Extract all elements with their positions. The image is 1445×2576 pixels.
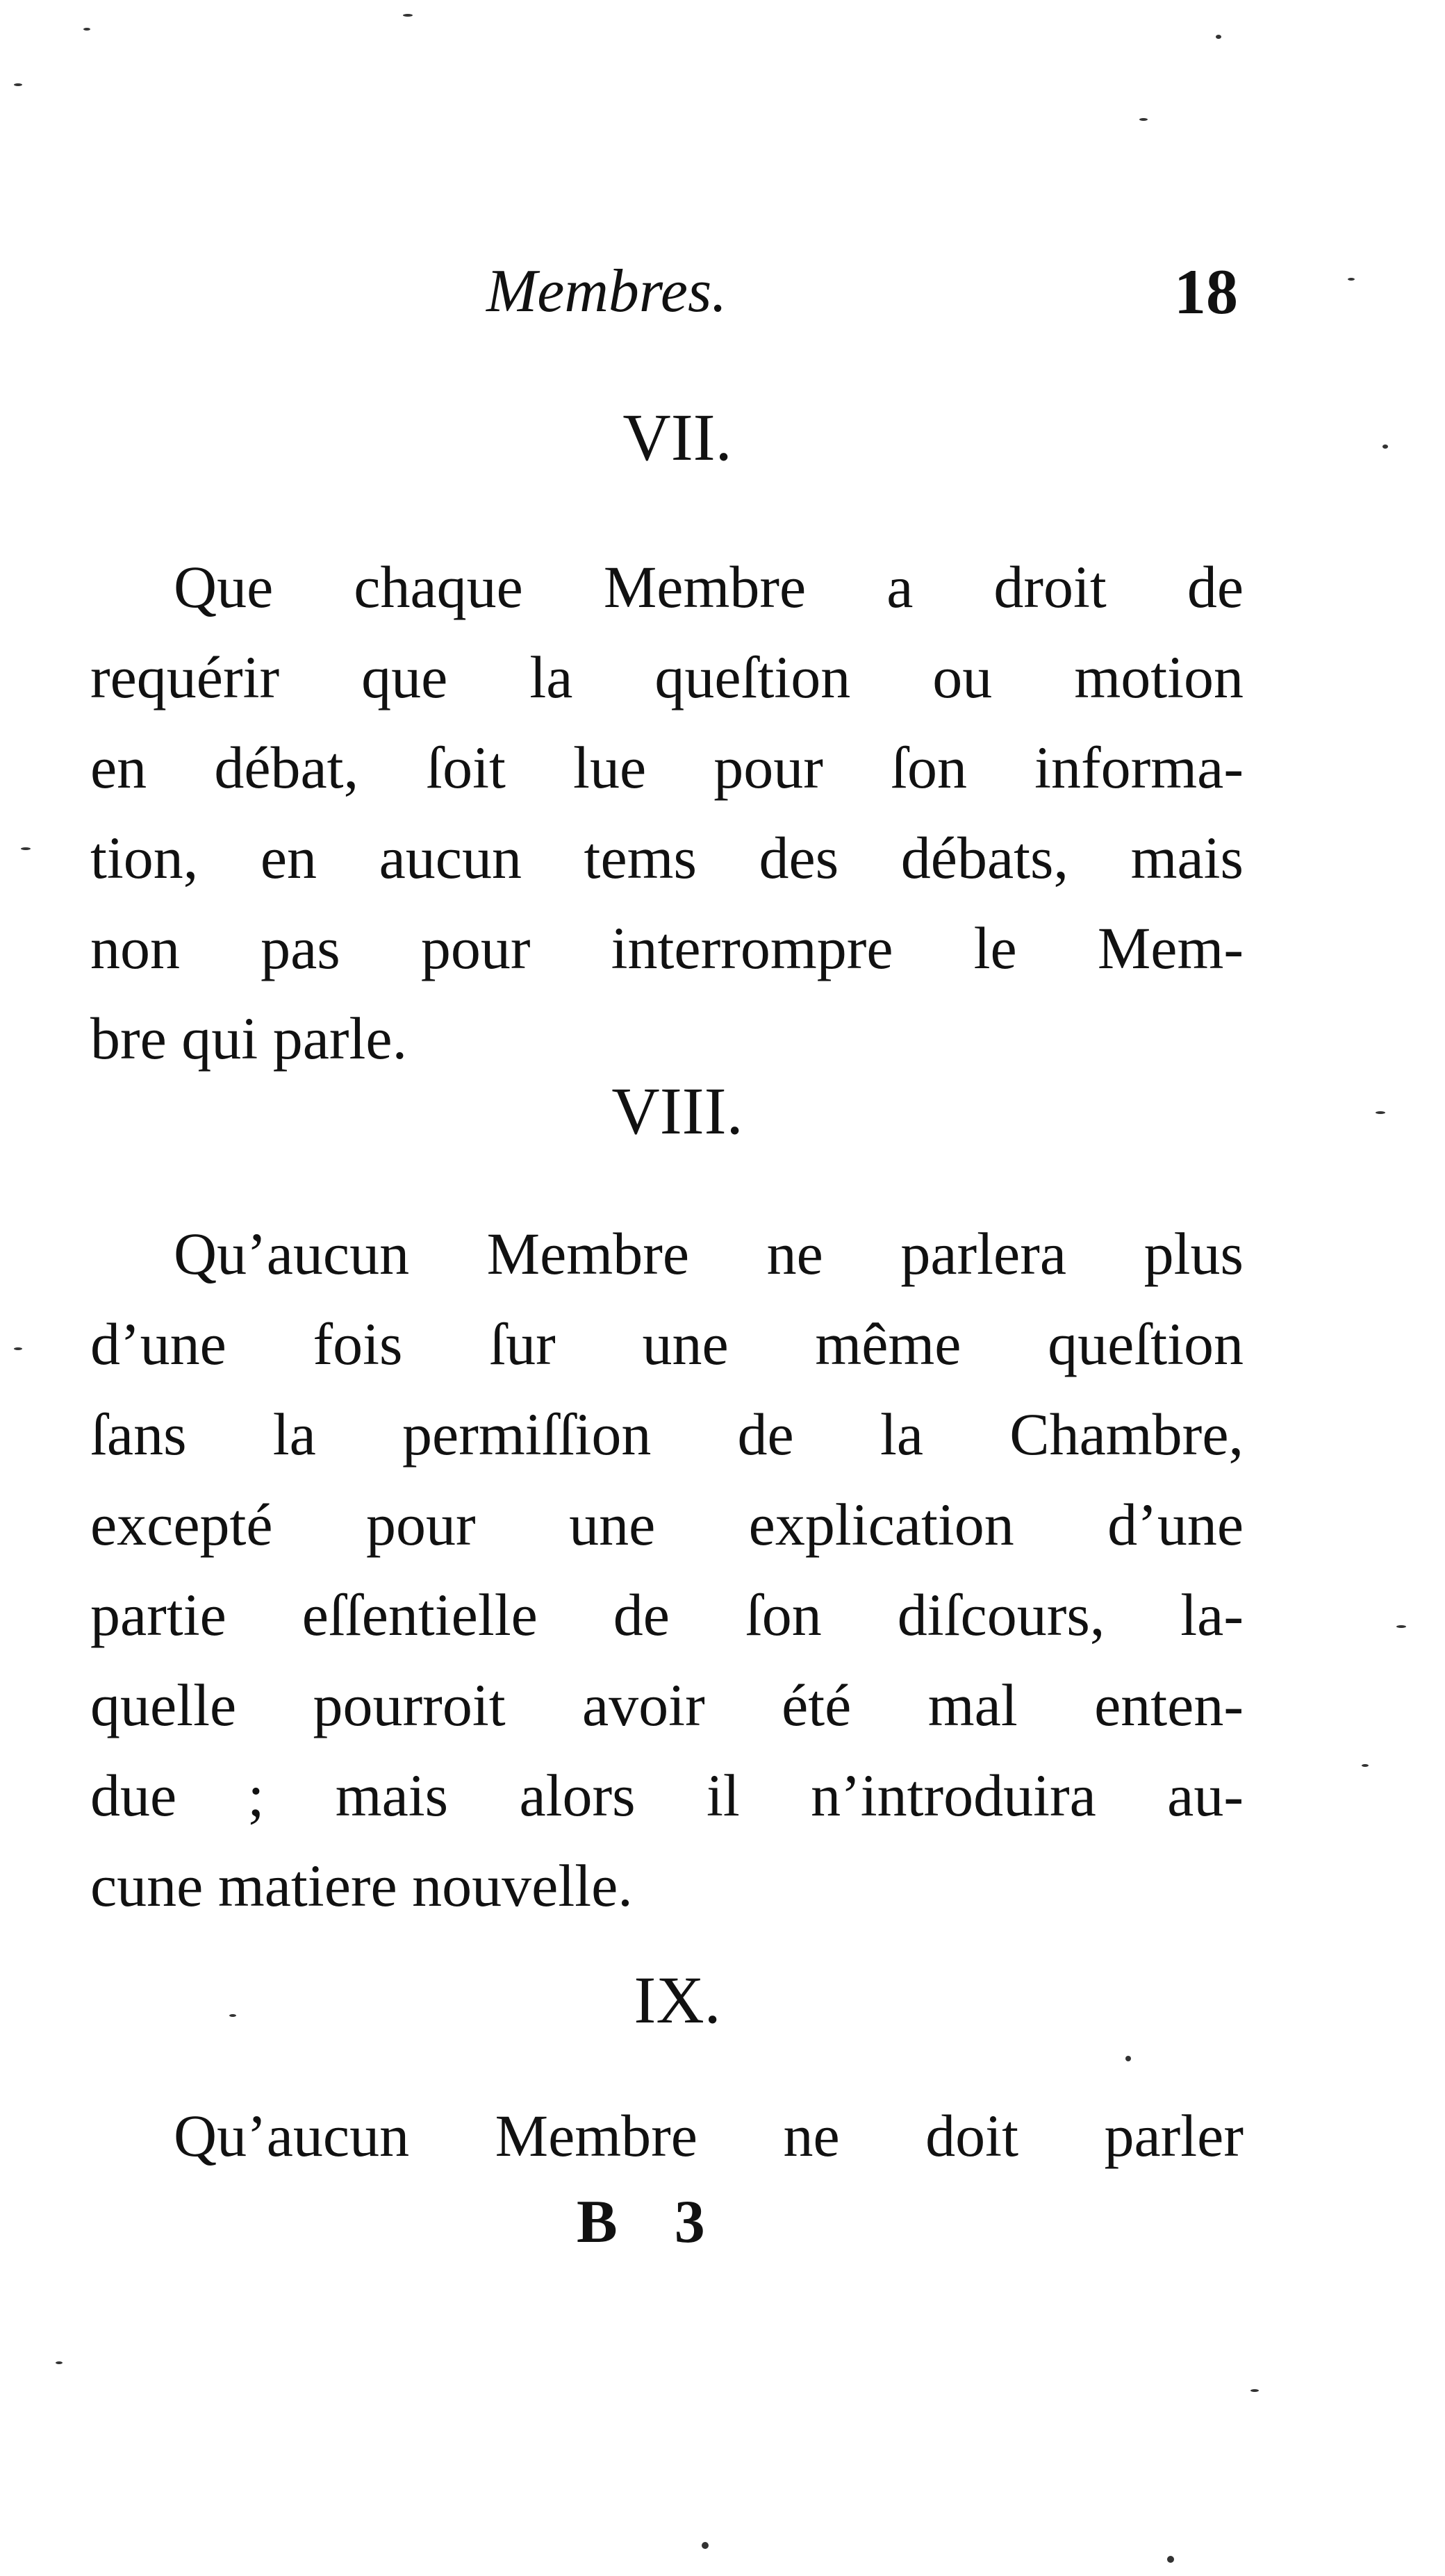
article-number-vii: VII.	[622, 400, 732, 474]
text-line: quelle pourroit avoir été mal enten-	[90, 1672, 1244, 1738]
ink-speck	[1250, 2389, 1259, 2392]
ink-speck	[14, 1347, 22, 1350]
article-number-ix: IX.	[634, 1963, 721, 2037]
ink-speck	[403, 14, 413, 17]
ink-speck	[229, 2014, 236, 2017]
article-vii-text	[90, 542, 1244, 1083]
text-line: excepté pour une explication d’une	[90, 1491, 1244, 1558]
ink-speck	[21, 847, 31, 850]
ink-speck	[83, 28, 90, 31]
ink-speck	[1125, 2056, 1131, 2061]
ink-speck	[1216, 35, 1221, 39]
signature-mark: B 3	[577, 2188, 726, 2256]
ink-speck	[1382, 444, 1388, 449]
text-line: non pas pour interrompre le Mem-	[90, 915, 1244, 981]
text-line: requérir que la queſtion ou motion	[90, 644, 1244, 711]
article-number-viii: VIII.	[611, 1074, 743, 1148]
text-line: cune matiere nouvelle.	[90, 1852, 633, 1919]
running-title: Membres.	[486, 258, 727, 325]
text-line: Que chaque Membre a droit de	[174, 554, 1244, 620]
text-line: bre qui parle.	[90, 1005, 408, 1072]
ink-speck	[1139, 118, 1148, 121]
ink-speck	[14, 83, 22, 86]
ink-speck	[1167, 2556, 1174, 2563]
text-line: ſans la permiſſion de la Chambre,	[90, 1401, 1244, 1468]
ink-speck	[1362, 1764, 1369, 1767]
article-viii-text	[90, 1208, 1244, 1931]
article-ix-text: Qu’aucun Membre ne doit parler	[174, 2102, 1244, 2169]
text-line: tion, en aucun tems des débats, mais	[90, 824, 1244, 891]
ink-speck	[1396, 1625, 1406, 1628]
text-line: en débat, ſoit lue pour ſon informa-	[90, 734, 1244, 801]
text-line: d’une fois ſur une même queſtion	[90, 1311, 1244, 1377]
page-header	[0, 250, 1445, 333]
ink-speck	[56, 2361, 63, 2364]
text-line: partie eſſentielle de ſon diſcours, la-	[90, 1581, 1244, 1648]
text-line: due ; mais alors il n’introduira au-	[90, 1762, 1244, 1829]
ink-speck	[702, 2542, 709, 2549]
text-line: Qu’aucun Membre ne parlera plus	[174, 1220, 1244, 1287]
ink-speck	[1348, 278, 1355, 281]
page-number: 18	[1174, 256, 1238, 327]
ink-speck	[1376, 1111, 1385, 1114]
